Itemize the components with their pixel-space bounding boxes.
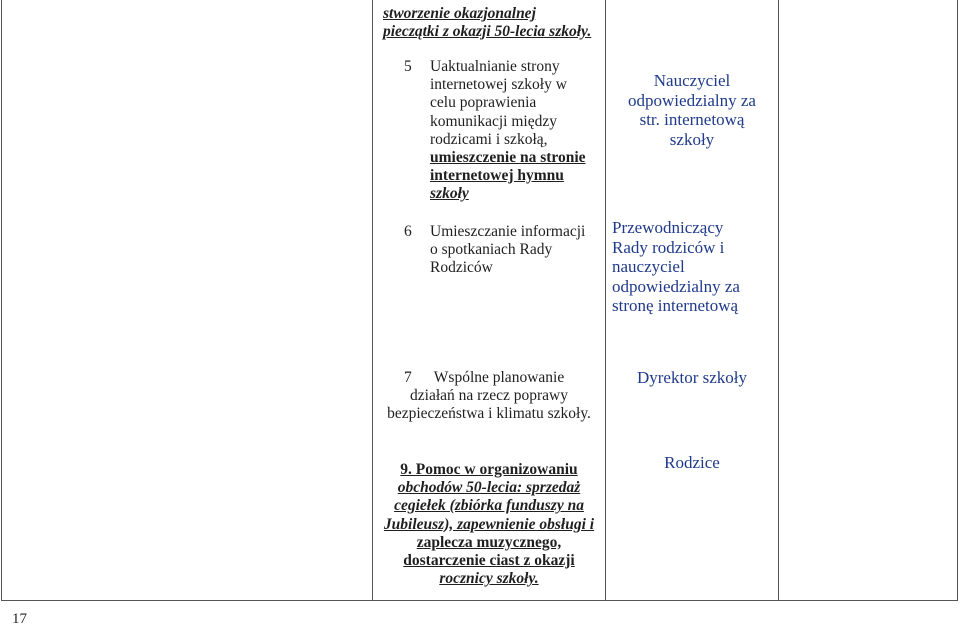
- task-line: bezpieczeństwa i klimatu szkoły.: [387, 405, 591, 423]
- task-line: rodzicami i szkołą,: [430, 130, 548, 148]
- task-line: internetowej szkoły w: [430, 76, 567, 94]
- task-line: celu poprawienia: [430, 94, 537, 112]
- responsible-line: nauczyciel: [612, 257, 685, 276]
- top-task-line: stworzenie okazjonalnej: [383, 5, 536, 22]
- table-border-col3: [778, 0, 779, 601]
- row9-task: [373, 461, 605, 588]
- task-line: komunikacji między: [430, 112, 557, 130]
- table-border-left: [1, 0, 2, 601]
- row-number: 7: [404, 369, 412, 386]
- responsible-line: Nauczyciel: [653, 71, 731, 90]
- row5-responsible: [606, 71, 778, 149]
- row-number: 6: [404, 223, 412, 240]
- row6-task: [430, 223, 585, 278]
- task-line-bold: szkoły: [430, 185, 469, 203]
- responsible-line: Przewodniczący: [612, 218, 724, 237]
- top-task-line: pieczątki z okazji 50-lecia szkoły.: [383, 23, 592, 41]
- task-line: Uaktualnianie strony: [430, 58, 560, 75]
- task-line-bold: obchodów 50-lecia: sprzedaż: [397, 479, 581, 497]
- task-line: Umieszczanie informacji: [430, 223, 586, 240]
- task-line-bold: rocznicy szkoły.: [439, 570, 539, 588]
- top-task-text: [383, 5, 591, 41]
- task-line: o spotkaniach Rady: [430, 241, 553, 259]
- row7-responsible: Dyrektor szkoły: [636, 368, 747, 387]
- task-line-bold: internetowej hymnu: [430, 167, 564, 185]
- table-border-bottom: [1, 600, 958, 601]
- task-line: działań na rzecz poprawy: [410, 387, 568, 405]
- table-border-right: [957, 0, 958, 601]
- task-line: Wspólne planowanie: [433, 369, 565, 386]
- task-line-bold: umieszczenie na stronie: [430, 149, 586, 167]
- responsible-line: szkoły: [669, 129, 715, 149]
- task-line-bold: zaplecza muzycznego,: [416, 533, 562, 551]
- responsible-line: stronę internetową: [612, 296, 739, 315]
- responsible-line: Rady rodziców i: [612, 237, 725, 257]
- task-line-bold: 9. Pomoc w organizowaniu: [400, 461, 578, 478]
- row7-task: [373, 369, 605, 424]
- task-line: Rodziców: [430, 259, 493, 277]
- row6-responsible: [612, 218, 740, 316]
- row-number: 5: [404, 58, 412, 75]
- row9-responsible: Rodzice: [664, 453, 720, 472]
- task-line-bold: cegiełek (zbiórka funduszy na: [394, 497, 584, 515]
- responsible-line: odpowiedzialny za: [628, 90, 756, 110]
- task-line-bold: dostarczenie ciast z okazji: [403, 552, 575, 570]
- responsible-line: str. internetową: [639, 110, 745, 129]
- responsible-line: odpowiedzialny za: [612, 276, 740, 296]
- row5-task: [430, 58, 586, 204]
- task-line-bold: Jubileusz), zapewnienie obsługi i: [383, 515, 595, 533]
- page-number: 17: [12, 611, 27, 627]
